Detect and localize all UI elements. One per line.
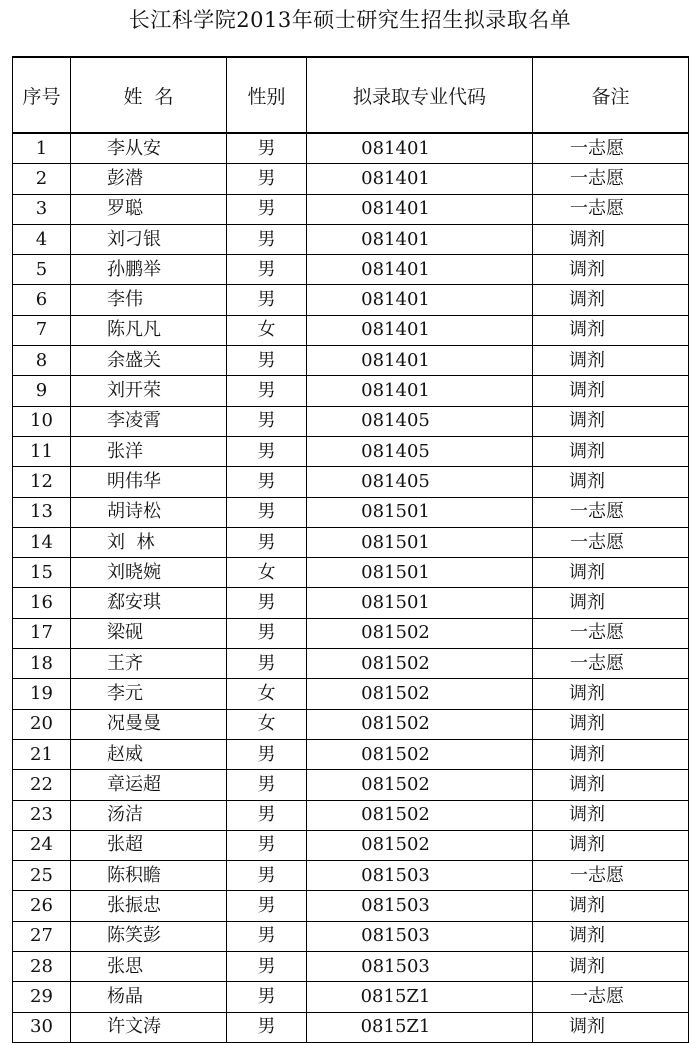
cell-sex: 男 (227, 164, 307, 194)
table-row (13, 709, 689, 739)
table-row (13, 1012, 689, 1042)
table-row (13, 467, 689, 497)
cell-major-code: 081501 (307, 497, 533, 527)
table-row (13, 649, 689, 679)
cell-sex: 男 (227, 497, 307, 527)
cell-note: 调剂 (533, 255, 689, 285)
cell-sex: 男 (227, 255, 307, 285)
cell-major-code: 081503 (307, 861, 533, 891)
table-row (13, 346, 689, 376)
cell-name: 汤洁 (71, 800, 227, 830)
cell-note: 调剂 (533, 406, 689, 436)
header-sex: 性别 (227, 57, 307, 133)
cell-note: 一志愿 (533, 164, 689, 194)
table-row (13, 739, 689, 769)
cell-no: 5 (13, 255, 71, 285)
cell-name: 余盛关 (71, 346, 227, 376)
cell-no: 12 (13, 467, 71, 497)
cell-sex: 女 (227, 558, 307, 588)
table-row (13, 133, 689, 164)
cell-sex: 女 (227, 679, 307, 709)
table-row (13, 891, 689, 921)
cell-sex: 男 (227, 618, 307, 648)
cell-major-code: 081503 (307, 952, 533, 982)
cell-name: 陈笑彭 (71, 921, 227, 951)
cell-sex: 男 (227, 739, 307, 769)
cell-name: 杨晶 (71, 982, 227, 1012)
cell-no: 2 (13, 164, 71, 194)
cell-name: 赵威 (71, 739, 227, 769)
cell-name: 胡诗松 (71, 497, 227, 527)
table-row (13, 194, 689, 224)
table-body (13, 133, 689, 1042)
cell-no: 19 (13, 679, 71, 709)
cell-no: 13 (13, 497, 71, 527)
cell-name: 刘晓婉 (71, 558, 227, 588)
cell-major-code: 081401 (307, 315, 533, 345)
cell-sex: 男 (227, 982, 307, 1012)
cell-major-code: 081401 (307, 224, 533, 254)
cell-name: 刘开荣 (71, 376, 227, 406)
table-row (13, 285, 689, 315)
cell-note: 调剂 (533, 1012, 689, 1042)
cell-major-code: 081401 (307, 255, 533, 285)
cell-sex: 男 (227, 649, 307, 679)
cell-note: 调剂 (533, 315, 689, 345)
cell-no: 16 (13, 588, 71, 618)
cell-note: 调剂 (533, 558, 689, 588)
cell-major-code: 081401 (307, 376, 533, 406)
table-row (13, 406, 689, 436)
cell-name: 刘 林 (71, 527, 227, 557)
cell-no: 1 (13, 133, 71, 164)
cell-no: 6 (13, 285, 71, 315)
cell-note: 一志愿 (533, 649, 689, 679)
cell-note: 调剂 (533, 739, 689, 769)
cell-sex: 男 (227, 800, 307, 830)
cell-no: 11 (13, 436, 71, 466)
cell-sex: 女 (227, 709, 307, 739)
cell-major-code: 081405 (307, 436, 533, 466)
cell-no: 4 (13, 224, 71, 254)
cell-no: 20 (13, 709, 71, 739)
cell-note: 调剂 (533, 891, 689, 921)
cell-no: 9 (13, 376, 71, 406)
cell-name: 梁砚 (71, 618, 227, 648)
cell-note: 一志愿 (533, 982, 689, 1012)
cell-sex: 男 (227, 891, 307, 921)
cell-sex: 男 (227, 133, 307, 164)
cell-note: 调剂 (533, 770, 689, 800)
cell-no: 10 (13, 406, 71, 436)
document-title: 长江科学院2013年硕士研究生招生拟录取名单 (128, 8, 572, 32)
cell-major-code: 0815Z1 (307, 982, 533, 1012)
cell-sex: 女 (227, 315, 307, 345)
cell-no: 18 (13, 649, 71, 679)
cell-sex: 男 (227, 346, 307, 376)
cell-note: 一志愿 (533, 497, 689, 527)
cell-name: 明伟华 (71, 467, 227, 497)
table-row (13, 527, 689, 557)
cell-no: 17 (13, 618, 71, 648)
cell-name: 章运超 (71, 770, 227, 800)
cell-name: 李伟 (71, 285, 227, 315)
cell-note: 调剂 (533, 224, 689, 254)
cell-sex: 男 (227, 921, 307, 951)
cell-name: 李凌霄 (71, 406, 227, 436)
cell-sex: 男 (227, 830, 307, 860)
cell-major-code: 081405 (307, 406, 533, 436)
cell-major-code: 081401 (307, 164, 533, 194)
cell-major-code: 081401 (307, 346, 533, 376)
cell-major-code: 081405 (307, 467, 533, 497)
cell-sex: 男 (227, 224, 307, 254)
cell-note: 调剂 (533, 436, 689, 466)
cell-major-code: 081401 (307, 194, 533, 224)
table-row (13, 861, 689, 891)
table-row (13, 588, 689, 618)
header-no: 序号 (13, 57, 71, 133)
cell-note: 调剂 (533, 679, 689, 709)
cell-major-code: 081502 (307, 800, 533, 830)
cell-sex: 男 (227, 194, 307, 224)
table-row (13, 315, 689, 345)
cell-no: 15 (13, 558, 71, 588)
cell-name: 陈凡凡 (71, 315, 227, 345)
cell-name: 罗聪 (71, 194, 227, 224)
cell-no: 14 (13, 527, 71, 557)
table-row (13, 255, 689, 285)
cell-sex: 男 (227, 770, 307, 800)
cell-major-code: 081503 (307, 891, 533, 921)
cell-note: 调剂 (533, 921, 689, 951)
cell-note: 调剂 (533, 709, 689, 739)
cell-no: 30 (13, 1012, 71, 1042)
cell-no: 22 (13, 770, 71, 800)
cell-name: 郄安琪 (71, 588, 227, 618)
cell-major-code: 0815Z1 (307, 1012, 533, 1042)
cell-major-code: 081401 (307, 133, 533, 164)
cell-name: 张超 (71, 830, 227, 860)
cell-note: 一志愿 (533, 527, 689, 557)
cell-no: 21 (13, 739, 71, 769)
cell-name: 孙鹏举 (71, 255, 227, 285)
cell-no: 26 (13, 891, 71, 921)
cell-no: 25 (13, 861, 71, 891)
cell-note: 一志愿 (533, 861, 689, 891)
cell-major-code: 081502 (307, 649, 533, 679)
cell-sex: 男 (227, 952, 307, 982)
cell-sex: 男 (227, 588, 307, 618)
cell-major-code: 081502 (307, 709, 533, 739)
cell-name: 彭潜 (71, 164, 227, 194)
cell-sex: 男 (227, 1012, 307, 1042)
table-row (13, 436, 689, 466)
cell-name: 张洋 (71, 436, 227, 466)
table-row (13, 164, 689, 194)
cell-major-code: 081501 (307, 527, 533, 557)
cell-major-code: 081501 (307, 588, 533, 618)
cell-name: 陈积瞻 (71, 861, 227, 891)
cell-no: 29 (13, 982, 71, 1012)
table-row (13, 982, 689, 1012)
cell-no: 7 (13, 315, 71, 345)
cell-name: 刘刁银 (71, 224, 227, 254)
cell-name: 王齐 (71, 649, 227, 679)
table-header (13, 57, 689, 133)
cell-major-code: 081502 (307, 679, 533, 709)
table-row (13, 800, 689, 830)
cell-no: 28 (13, 952, 71, 982)
cell-note: 调剂 (533, 376, 689, 406)
cell-sex: 男 (227, 285, 307, 315)
cell-name: 张思 (71, 952, 227, 982)
table-row (13, 679, 689, 709)
cell-sex: 男 (227, 527, 307, 557)
cell-note: 一志愿 (533, 618, 689, 648)
cell-sex: 男 (227, 861, 307, 891)
table-row (13, 830, 689, 860)
header-row (13, 57, 689, 133)
header-code: 拟录取专业代码 (307, 57, 533, 133)
cell-no: 3 (13, 194, 71, 224)
cell-name: 李元 (71, 679, 227, 709)
cell-sex: 男 (227, 406, 307, 436)
table-row (13, 558, 689, 588)
cell-no: 8 (13, 346, 71, 376)
header-name: 姓 名 (71, 57, 227, 133)
table-row (13, 224, 689, 254)
cell-note: 调剂 (533, 830, 689, 860)
cell-major-code: 081502 (307, 618, 533, 648)
table-row (13, 770, 689, 800)
cell-note: 一志愿 (533, 133, 689, 164)
cell-major-code: 081401 (307, 285, 533, 315)
cell-no: 27 (13, 921, 71, 951)
table-row (13, 618, 689, 648)
cell-note: 一志愿 (533, 194, 689, 224)
cell-major-code: 081502 (307, 770, 533, 800)
header-note: 备注 (533, 57, 689, 133)
table-row (13, 497, 689, 527)
table-row (13, 921, 689, 951)
cell-name: 张振忠 (71, 891, 227, 921)
cell-major-code: 081503 (307, 921, 533, 951)
cell-note: 调剂 (533, 800, 689, 830)
cell-name: 况曼曼 (71, 709, 227, 739)
cell-name: 许文涛 (71, 1012, 227, 1042)
cell-name: 李从安 (71, 133, 227, 164)
cell-note: 调剂 (533, 346, 689, 376)
cell-major-code: 081501 (307, 558, 533, 588)
cell-note: 调剂 (533, 952, 689, 982)
table-row (13, 376, 689, 406)
cell-sex: 男 (227, 467, 307, 497)
cell-note: 调剂 (533, 285, 689, 315)
cell-major-code: 081502 (307, 739, 533, 769)
cell-no: 23 (13, 800, 71, 830)
cell-no: 24 (13, 830, 71, 860)
cell-sex: 男 (227, 376, 307, 406)
cell-sex: 男 (227, 436, 307, 466)
cell-note: 调剂 (533, 588, 689, 618)
cell-note: 调剂 (533, 467, 689, 497)
table-row (13, 952, 689, 982)
cell-major-code: 081502 (307, 830, 533, 860)
admission-table (12, 56, 689, 1043)
